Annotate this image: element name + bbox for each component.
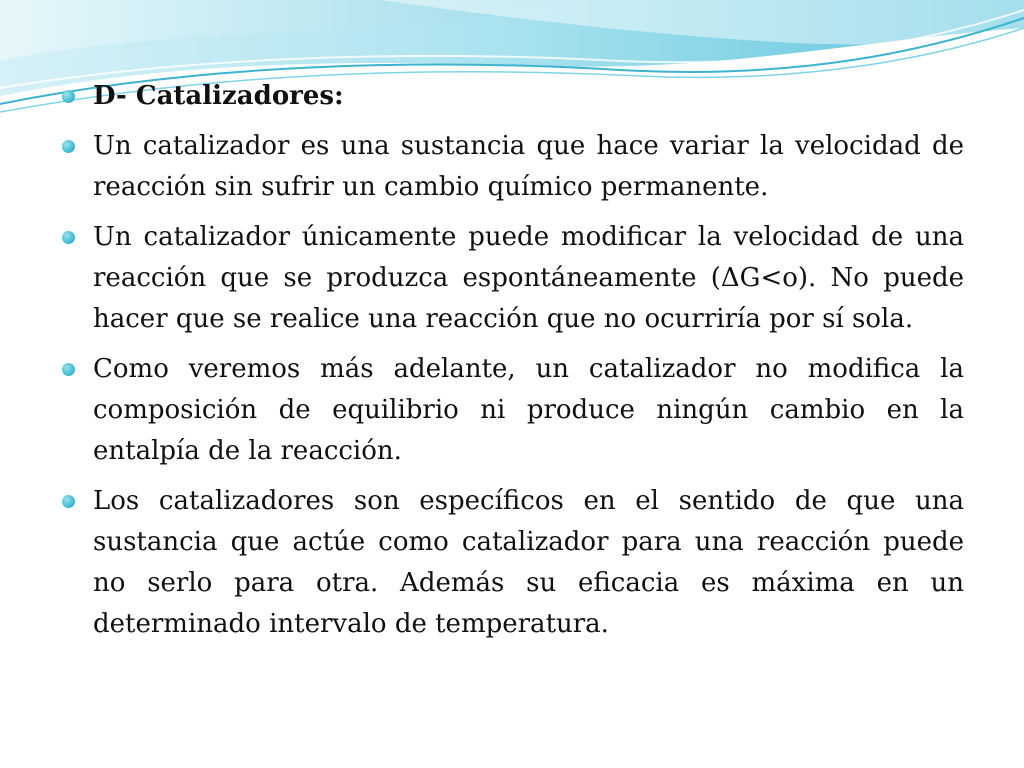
heading-text: D- Catalizadores: — [93, 81, 344, 111]
slide-body — [62, 76, 964, 654]
bullet-dot-icon — [62, 90, 75, 103]
bullet-item-definition — [62, 126, 964, 208]
bullet-item-specificity — [62, 481, 964, 645]
bullet-dot-icon — [62, 140, 75, 153]
bullet-item-equilibrium — [62, 349, 964, 472]
bullet-dot-icon — [62, 495, 75, 508]
bullet-heading — [62, 76, 964, 117]
bullet-dot-icon — [62, 363, 75, 376]
bullet-item-spontaneity — [62, 217, 964, 340]
bullet-text: Un catalizador únicamente puede modificar la velocidad de una reacción que se produzca espontáneamente (ΔG<o). No puede hacer que se realice una reacción que no ocurriría por sí sola. — [93, 222, 964, 334]
bullet-text: Como veremos más adelante, un catalizador no modifica la composición de equilibrio ni produce ningún cambio en la entalpía de la reacción. — [93, 354, 964, 466]
bullet-text: Un catalizador es una sustancia que hace variar la velocidad de reacción sin sufrir un cambio químico permanente. — [93, 131, 964, 202]
bullet-list — [62, 76, 964, 645]
bullet-dot-icon — [62, 231, 75, 244]
bullet-text: Los catalizadores son específicos en el sentido de que una sustancia que actúe como catalizador para una reacción puede no serlo para otra. Además su eficacia es máxima en un determinado intervalo de temperatura. — [93, 486, 964, 639]
